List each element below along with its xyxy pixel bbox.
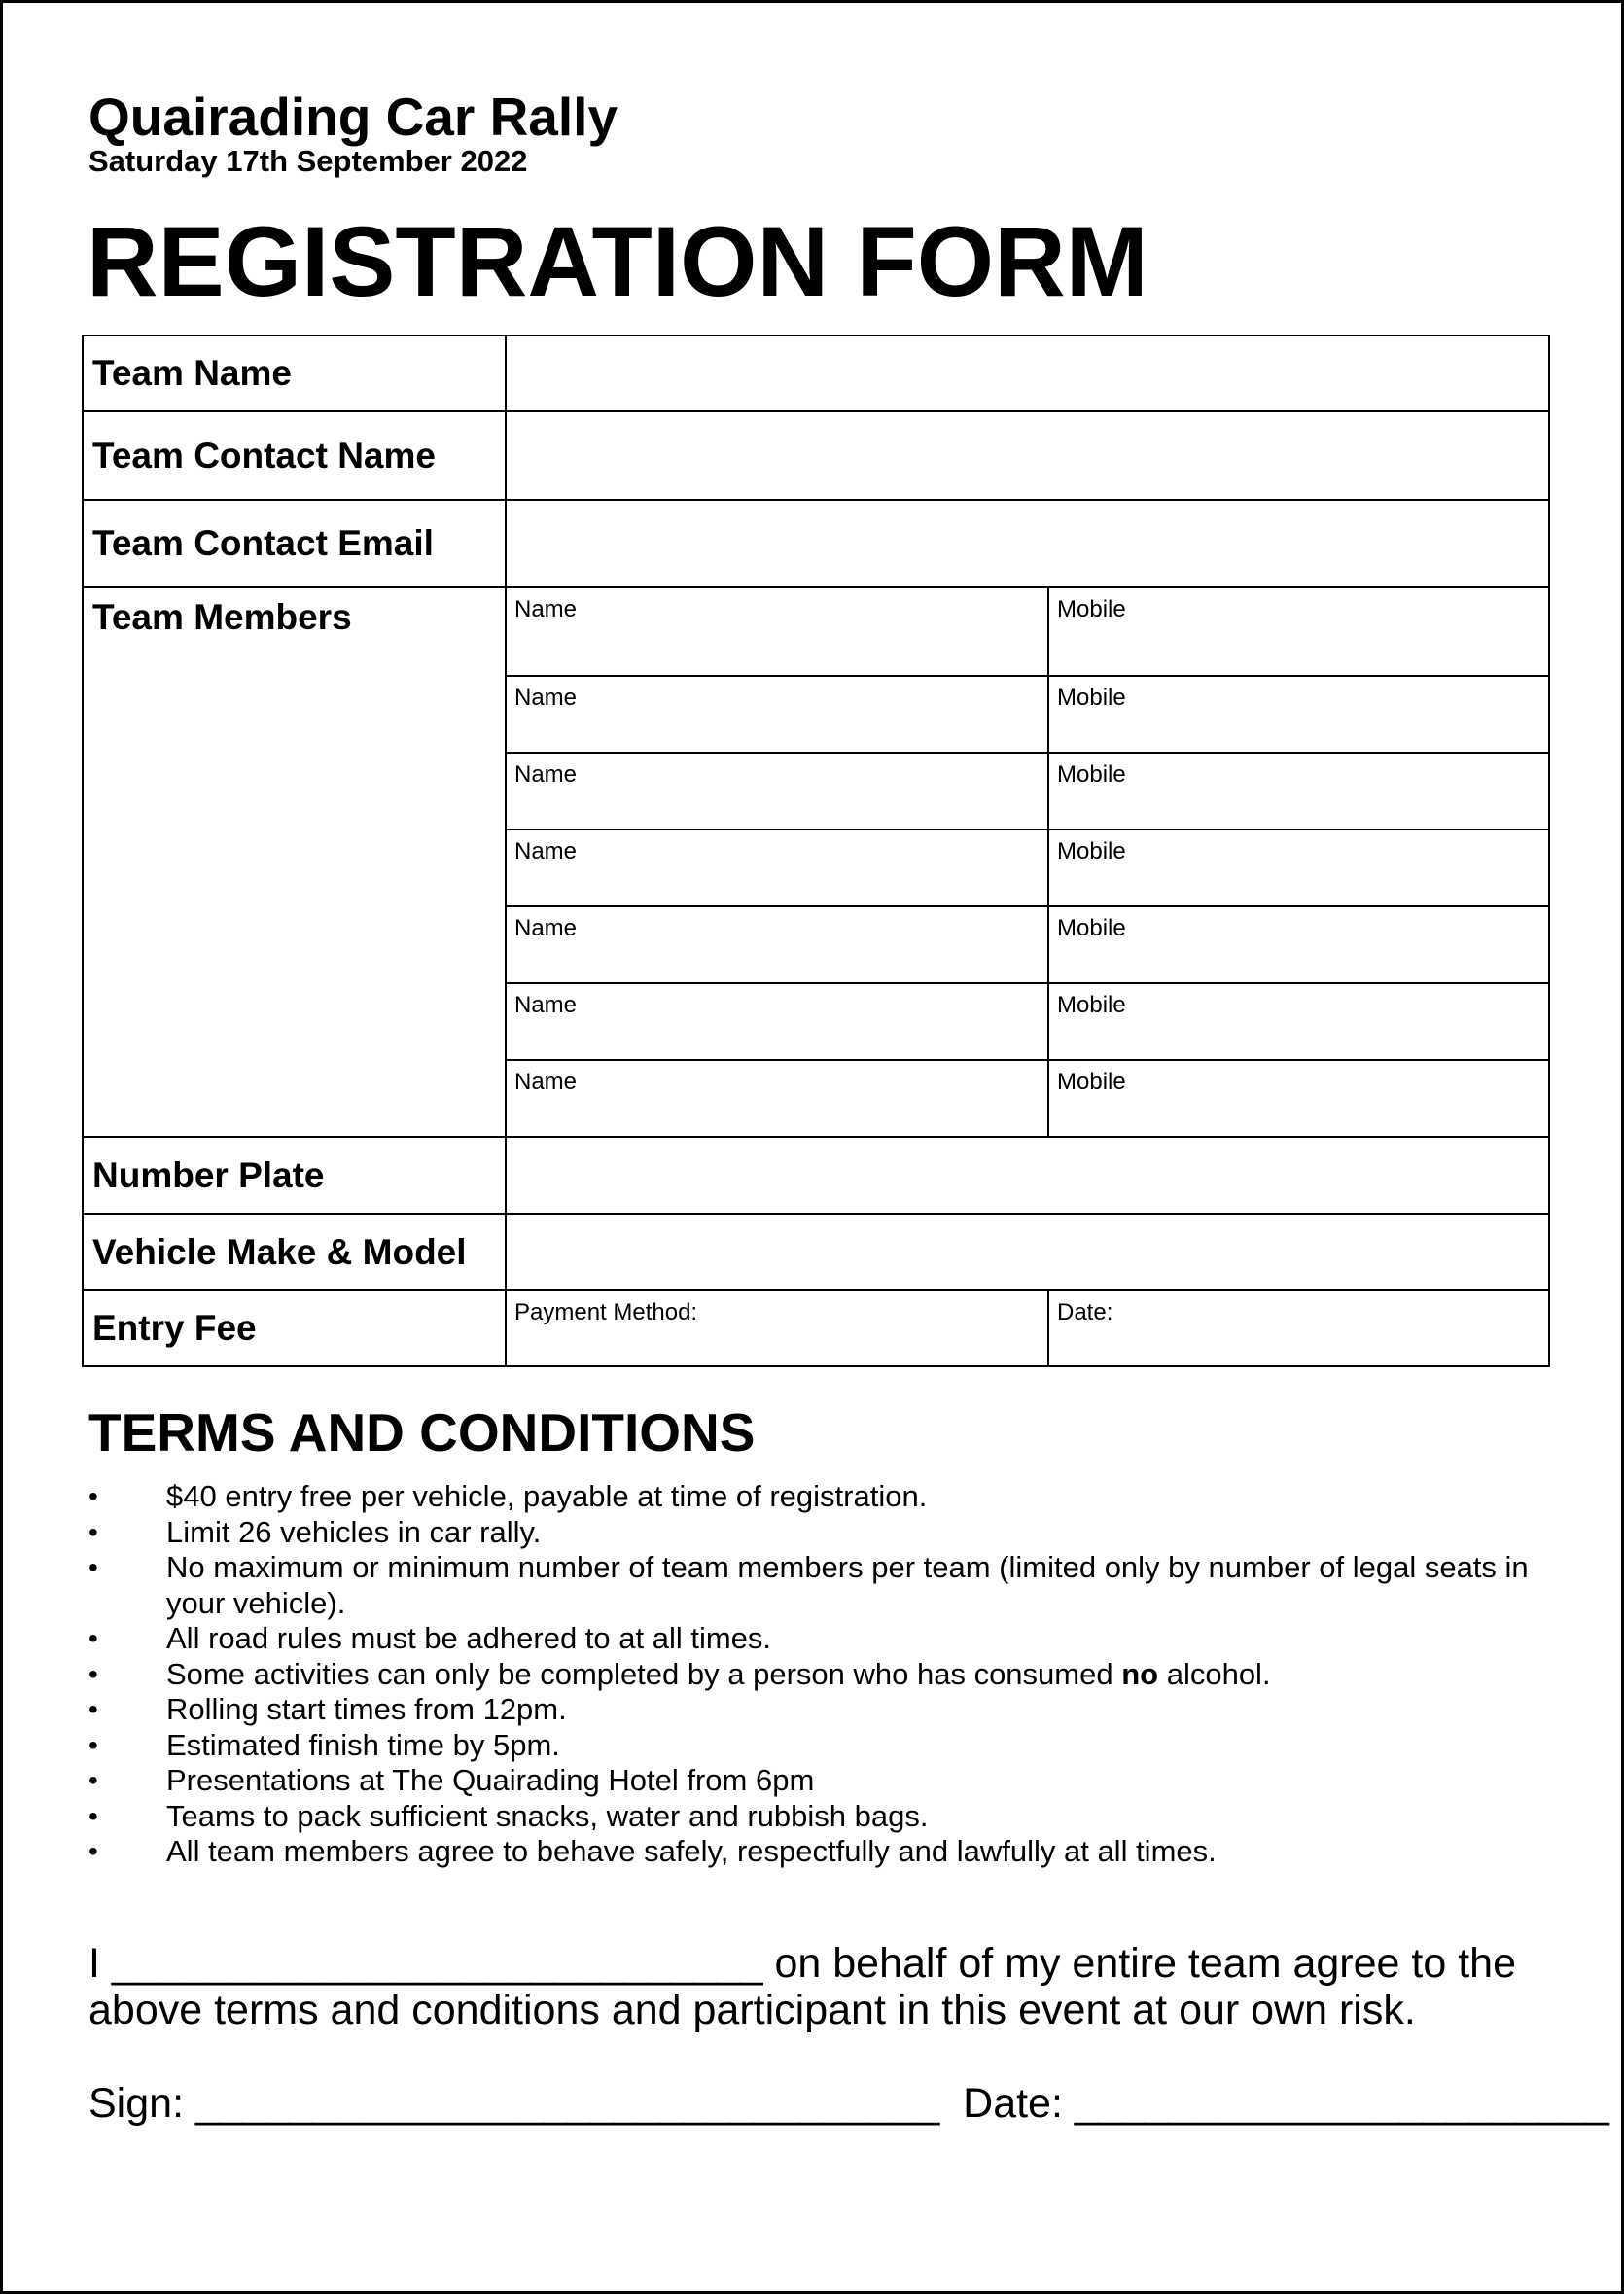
member-mobile-field[interactable]: Mobile <box>1048 753 1549 829</box>
agreement-statement <box>88 1940 1567 2033</box>
terms-list <box>88 1479 1557 1870</box>
member-mobile-field[interactable]: Mobile <box>1048 983 1549 1060</box>
vehicle-label: Vehicle Make & Model <box>83 1214 506 1290</box>
terms-item: • Limit 26 vehicles in car rally. <box>88 1515 1557 1551</box>
member-name-field[interactable]: Name <box>506 906 1048 983</box>
terms-item: • Rolling start times from 12pm. <box>88 1692 1557 1728</box>
team-contact-name-row <box>83 411 1549 500</box>
terms-item: • Presentations at The Quairading Hotel from 6pm <box>88 1763 1557 1799</box>
team-contact-name-label: Team Contact Name <box>83 411 506 500</box>
member-mobile-field[interactable]: Mobile <box>1048 829 1549 906</box>
signature-date-label: Date: <box>963 2080 1063 2127</box>
team-contact-email-label: Team Contact Email <box>83 500 506 587</box>
terms-item: • All road rules must be adhered to at all times. <box>88 1621 1557 1657</box>
team-contact-email-field[interactable] <box>506 500 1549 587</box>
form-title: REGISTRATION FORM <box>87 206 1148 317</box>
terms-item: • Teams to pack sufficient snacks, water and rubbish bags. <box>88 1799 1557 1835</box>
terms-item: • $40 entry free per vehicle, payable at time of registration. <box>88 1479 1557 1515</box>
number-plate-row <box>83 1137 1549 1214</box>
sign-label: Sign: <box>88 2080 185 2127</box>
member-mobile-field[interactable]: Mobile <box>1048 676 1549 753</box>
alcohol-text-after: alcohol. <box>1158 1656 1271 1691</box>
member-name-field[interactable]: Name <box>506 753 1048 829</box>
member-name-field[interactable]: Name <box>506 587 1048 676</box>
alcohol-text-bold: no <box>1121 1656 1159 1691</box>
event-date: Saturday 17th September 2022 <box>88 144 528 178</box>
member-mobile-field[interactable]: Mobile <box>1048 587 1549 676</box>
team-name-row <box>83 335 1549 411</box>
agreement-text: on behalf of my entire team agree to the above terms and conditions and participant in this event at our own risk. <box>88 1940 1516 2033</box>
agreement-name-blank[interactable]: ____________________________ <box>111 1940 763 1987</box>
team-name-label: Team Name <box>83 335 506 411</box>
member-name-field[interactable]: Name <box>506 983 1048 1060</box>
team-member-row <box>83 587 1549 676</box>
vehicle-row <box>83 1214 1549 1290</box>
entry-fee-row <box>83 1290 1549 1366</box>
payment-date-field[interactable]: Date: <box>1048 1290 1549 1366</box>
number-plate-label: Number Plate <box>83 1137 506 1214</box>
registration-table <box>82 335 1550 1367</box>
member-name-field[interactable]: Name <box>506 1060 1048 1137</box>
vehicle-field[interactable] <box>506 1214 1549 1290</box>
sign-blank[interactable]: ________________________________ <box>194 2080 940 2127</box>
team-contact-email-row <box>83 500 1549 587</box>
team-members-label: Team Members <box>83 587 506 1137</box>
terms-title: TERMS AND CONDITIONS <box>88 1402 756 1463</box>
team-contact-name-field[interactable] <box>506 411 1549 500</box>
signature-line <box>88 2080 1609 2127</box>
terms-item: • All team members agree to behave safely, respectfully and lawfully at all times. <box>88 1834 1557 1870</box>
member-mobile-field[interactable]: Mobile <box>1048 1060 1549 1137</box>
payment-method-field[interactable]: Payment Method: <box>506 1290 1048 1366</box>
terms-item: • Estimated finish time by 5pm. <box>88 1728 1557 1764</box>
member-name-field[interactable]: Name <box>506 829 1048 906</box>
signature-date-blank[interactable]: _______________________ <box>1074 2080 1609 2127</box>
team-name-field[interactable] <box>506 335 1549 411</box>
terms-item-alcohol <box>88 1657 1557 1693</box>
agreement-prefix: I <box>88 1940 100 1987</box>
header <box>88 88 618 178</box>
member-mobile-field[interactable]: Mobile <box>1048 906 1549 983</box>
entry-fee-label: Entry Fee <box>83 1290 506 1366</box>
member-name-field[interactable]: Name <box>506 676 1048 753</box>
alcohol-text-before: Some activities can only be completed by a person who has consumed <box>166 1656 1122 1691</box>
terms-item: • No maximum or minimum number of team members per team (limited only by number of legal seats in your vehicle). <box>88 1550 1557 1621</box>
number-plate-field[interactable] <box>506 1137 1549 1214</box>
event-title: Quairading Car Rally <box>88 87 618 147</box>
